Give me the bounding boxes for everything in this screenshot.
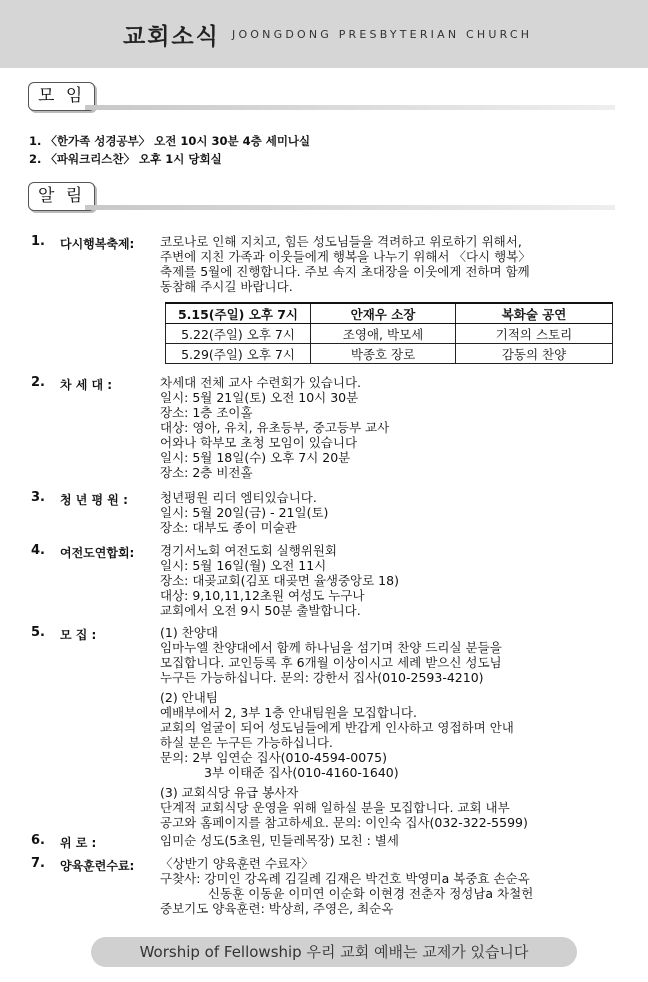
table-cell: 5.15(주일) 오후 7시 <box>166 303 311 324</box>
body-line: 예배부에서 2, 3부 1층 안내팀원을 모집합니다. <box>160 705 417 720</box>
body-line: 교회의 얼굴이 되어 성도님들에게 반갑게 인사하고 영접하며 안내 <box>160 720 514 735</box>
table-cell: 5.22(주일) 오후 7시 <box>166 324 311 344</box>
table-row <box>166 344 613 364</box>
body-line: 교회에서 오전 9시 50분 출발합니다. <box>160 603 361 618</box>
item-label: 청 년 평 원 : <box>60 493 128 507</box>
table-cell: 박종호 장로 <box>311 344 456 364</box>
item-body <box>160 543 606 618</box>
body-line: 구찾사: 강미인 강옥례 김길례 김재은 박건호 박영미a 복중효 손순옥 <box>160 871 530 886</box>
item-number: 4. <box>31 543 45 558</box>
table-cell: 기적의 스토리 <box>456 324 613 344</box>
body-line: 경기서노회 여전도회 실행위원회 <box>160 543 337 558</box>
body-line: 어와나 학부모 초청 모임이 있습니다 <box>160 435 358 450</box>
item-body <box>160 625 606 830</box>
item-label: 다시행복축제: <box>60 237 135 251</box>
body-line: 신동훈 이동윤 이미연 이순화 이현경 전춘자 정성남a 차철헌 <box>208 886 534 901</box>
body-line: 문의: 2부 임연순 집사(010-4594-0075) <box>160 750 387 765</box>
body-line: 누구든 가능하십니다. 문의: 강한서 집사(010-2593-4210) <box>160 670 484 685</box>
body-line: 동참해 주시길 바랍니다. <box>160 279 293 294</box>
body-line: 일시: 5월 21일(토) 오전 10시 30분 <box>160 390 359 405</box>
section-meetings: 모 임 <box>28 82 95 111</box>
body-line: 차세대 전체 교사 수련회가 있습니다. <box>160 375 361 390</box>
table-cell: 5.29(주일) 오후 7시 <box>166 344 311 364</box>
table-row <box>166 324 613 344</box>
item-number: 6. <box>31 833 45 848</box>
table-cell: 복화술 공연 <box>456 303 613 324</box>
footer-banner: Worship of Fellowship 우리 교회 예배는 교제가 있습니다 <box>91 937 577 967</box>
item-body <box>160 234 606 294</box>
item-number: 1. <box>31 234 45 249</box>
body-line: 장소: 대부도 종이 미술관 <box>160 520 297 535</box>
body-line: 모집합니다. 교인등록 후 6개월 이상이시고 세례 받으신 성도님 <box>160 655 502 670</box>
item-number: 3. <box>31 490 45 505</box>
item-number: 7. <box>31 856 45 871</box>
body-line: 대상: 9,10,11,12초원 여성도 누구나 <box>160 588 365 603</box>
body-line: (2) 안내팀 <box>160 690 218 705</box>
item-body <box>160 490 606 535</box>
body-line: 임마누엘 찬양대에서 함께 하나님을 섬기며 찬양 드리실 분들을 <box>160 640 502 655</box>
item-label: 모 집 : <box>60 628 97 642</box>
body-line: 축제를 5월에 진행합니다. 주보 속지 초대장을 이웃에게 전하며 함께 <box>160 264 530 279</box>
body-line: 코로나로 인해 지치고, 힘든 성도님들을 격려하고 위로하기 위해서, <box>160 234 522 249</box>
item-number: 2. <box>31 375 45 390</box>
meeting-item: 1. 〈한가족 성경공부〉 오전 10시 30분 4층 세미나실 <box>29 134 311 148</box>
body-line: 일시: 5월 20일(금) - 21일(토) <box>160 505 329 520</box>
church-name: JOONGDONG PRESBYTERIAN CHURCH <box>232 28 533 41</box>
body-line: 일시: 5월 18일(수) 오후 7시 20분 <box>160 450 351 465</box>
section-notices: 알 림 <box>28 182 95 211</box>
body-line: 장소: 2층 비전홀 <box>160 465 253 480</box>
body-line: 일시: 5월 16일(월) 오전 11시 <box>160 558 327 573</box>
body-line: 단계적 교회식당 운영을 위해 일하실 분을 모집합니다. 교회 내부 <box>160 800 510 815</box>
table-cell: 감동의 찬양 <box>456 344 613 364</box>
body-line: 공고와 홈페이지를 참고하세요. 문의: 이인숙 집사(032-322-5599) <box>160 815 528 830</box>
body-line: 임미순 성도(5초원, 민들레목장) 모친 : 별세 <box>160 833 399 848</box>
table-cell: 조영애, 박모세 <box>311 324 456 344</box>
body-line: 청년평원 리더 엠티있습니다. <box>160 490 317 505</box>
page-title: 교회소식 <box>123 24 220 50</box>
item-body <box>160 833 606 848</box>
body-line: 하실 분은 누구든 가능하십니다. <box>160 735 333 750</box>
body-line: 대상: 영아, 유치, 유초등부, 중고등부 교사 <box>160 420 390 435</box>
item-label: 위 로 : <box>60 836 97 850</box>
item-body <box>160 856 606 916</box>
body-line: 3부 이태준 집사(010-4160-1640) <box>204 765 399 780</box>
body-line: (3) 교회식당 유급 봉사자 <box>160 785 299 800</box>
table-cell: 안재우 소장 <box>311 303 456 324</box>
event-schedule-table <box>165 302 613 364</box>
item-label: 차 세 대 : <box>60 378 113 392</box>
table-row <box>166 303 613 324</box>
item-label: 여전도연합회: <box>60 546 135 560</box>
section-divider <box>85 205 615 210</box>
header-banner <box>0 0 648 68</box>
item-label: 양육훈련수료: <box>60 859 135 873</box>
meeting-item: 2. 〈파워크리스찬〉 오후 1시 당회실 <box>29 152 222 166</box>
body-line: (1) 찬양대 <box>160 625 218 640</box>
body-line: 장소: 1층 조이홀 <box>160 405 253 420</box>
body-line: 〈상반기 양육훈련 수료자〉 <box>160 856 314 871</box>
body-line: 장소: 대곶교회(김포 대곶면 율생중앙로 18) <box>160 573 399 588</box>
body-line: 주변에 지친 가족과 이웃들에게 행복을 나누기 위해서 〈다시 행복〉 <box>160 249 531 264</box>
body-line: 중보기도 양육훈련: 박상희, 주영은, 최순옥 <box>160 901 394 916</box>
item-number: 5. <box>31 625 45 640</box>
section-divider <box>85 105 615 110</box>
item-body <box>160 375 606 480</box>
